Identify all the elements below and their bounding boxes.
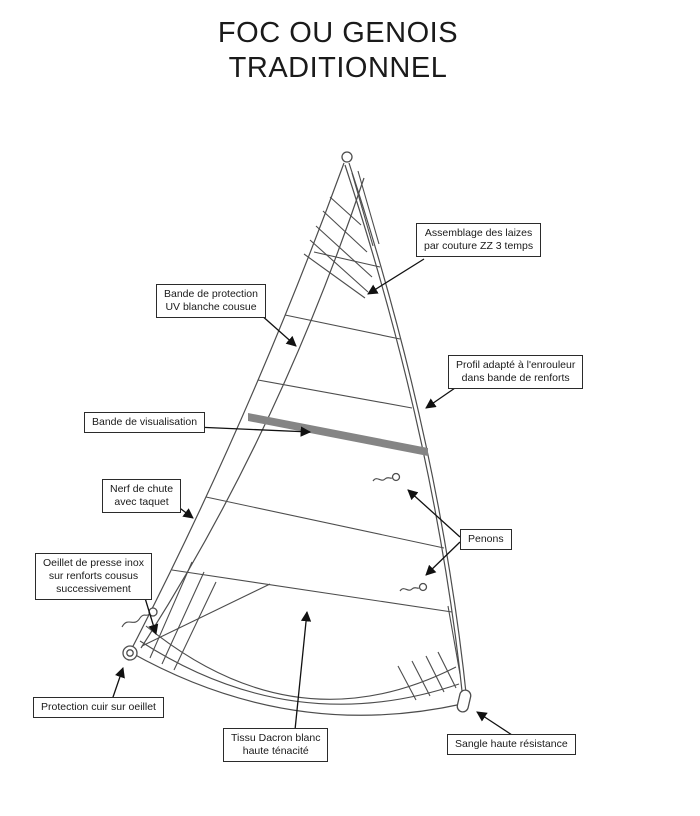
label-text: Tissu Dacron blanc: [231, 732, 321, 744]
label-text: Bande de protection: [164, 288, 258, 300]
telltale-lower: [400, 588, 419, 591]
panel-seam: [206, 497, 444, 548]
page-title: [0, 16, 676, 86]
label-text: Penons: [468, 533, 504, 545]
leader-uv: [260, 314, 296, 346]
label-text: dans bande de renforts: [461, 372, 570, 384]
leader-sangle: [477, 712, 512, 735]
label-uv: [156, 284, 266, 318]
panel-seam: [258, 380, 412, 408]
clew-reinforcement: [174, 582, 216, 670]
foot-band: [140, 641, 459, 704]
label-tissu: [223, 728, 328, 762]
title-line-2: TRADITIONNEL: [228, 52, 448, 84]
label-text: sur renforts cousus: [48, 570, 139, 582]
label-text: par couture ZZ 3 temps: [424, 240, 534, 252]
label-text: UV blanche cousue: [165, 301, 257, 313]
label-text: haute ténacité: [242, 745, 309, 757]
clew-grommet-inner: [127, 650, 133, 656]
label-assemblage: [416, 223, 541, 257]
tack-strap: [456, 689, 472, 713]
label-protection: [33, 697, 164, 718]
visualisation-band: [248, 413, 428, 456]
leech-edge: [130, 163, 344, 652]
label-text: Profil adapté à l'enrouleur: [456, 359, 576, 371]
leader-penons-upper: [408, 490, 460, 537]
label-penons: [460, 529, 512, 550]
label-sangle: [447, 734, 576, 755]
label-text: Sangle haute résistance: [455, 738, 568, 750]
label-text: Assemblage des laizes: [424, 227, 533, 239]
leader-protection: [112, 668, 123, 700]
label-text: Bande de visualisation: [92, 416, 198, 428]
title-line-1: FOC OU GENOIS: [217, 17, 459, 49]
leader-penons-lower: [426, 542, 460, 575]
label-text: Protection cuir sur oeillet: [41, 701, 156, 713]
label-text: Oeillet de presse inox: [43, 557, 144, 569]
tack-hatch: [398, 666, 416, 700]
label-visualisation: [84, 412, 205, 433]
telltale-upper: [373, 478, 392, 481]
panel-seam: [285, 315, 400, 339]
tack-hatch: [438, 652, 456, 688]
sail-seams: [122, 171, 460, 704]
panel-seam: [172, 570, 452, 612]
tack-luff-band: [448, 606, 460, 674]
label-text: Nerf de chute: [110, 483, 174, 495]
label-text: successivement: [56, 583, 131, 595]
label-nerf: [102, 479, 181, 513]
telltale-dot-lower: [420, 584, 427, 591]
label-oeillet: [35, 553, 152, 600]
head-seam: [323, 211, 367, 252]
tack-hatch: [412, 661, 430, 696]
telltale-dot-upper: [393, 474, 400, 481]
leader-profil: [426, 388, 455, 408]
label-profil: [448, 355, 583, 389]
head-strip: [358, 171, 379, 244]
head-ring: [342, 152, 352, 162]
label-text: avec taquet: [114, 496, 169, 508]
